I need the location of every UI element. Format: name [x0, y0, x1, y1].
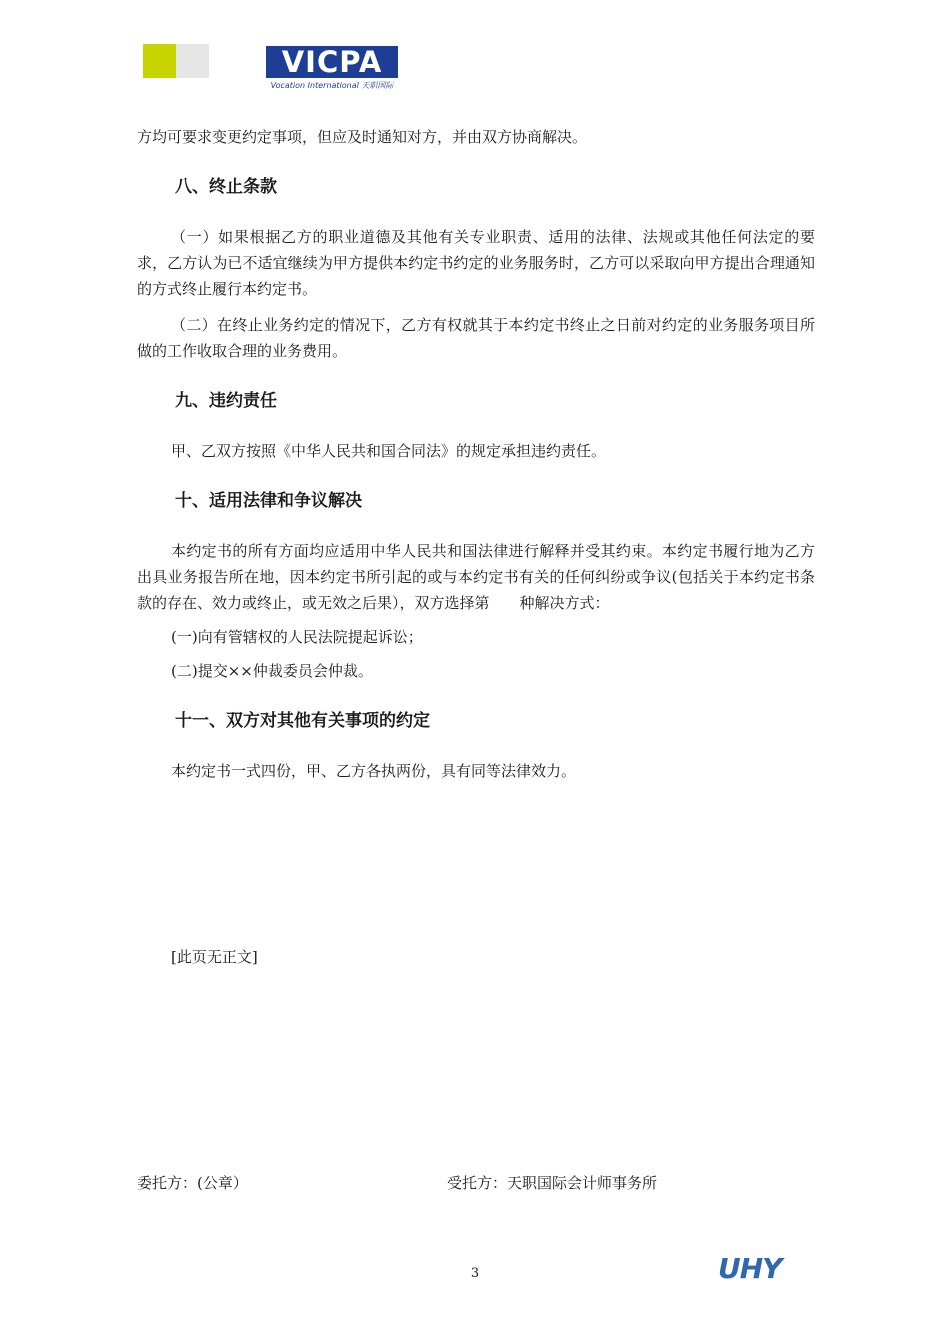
page-number: 3	[470, 1266, 480, 1281]
no-text-note: [此页无正文]	[171, 948, 258, 966]
contractor-signature-label: 受托方：天职国际会计师事务所	[447, 1174, 658, 1192]
uhy-logo: UHY	[718, 1252, 782, 1285]
section-9-paragraph-1: 甲、乙双方按照《中华人民共和国合同法》的规定承担违约责任。	[171, 442, 607, 460]
section-11-paragraph-1: 本约定书一式四份，甲、乙方各执两份，具有同等法律效力。	[171, 762, 577, 780]
lime-block	[143, 44, 176, 78]
vicpa-logo	[266, 46, 398, 92]
grey-block	[176, 44, 209, 78]
vicpa-logo-subtitle: Vocation International 天职国际	[270, 81, 394, 90]
decorative-color-blocks	[143, 44, 209, 78]
continuation-paragraph: 方均可要求变更约定事项，但应及时通知对方，并由双方协商解决。	[137, 128, 588, 146]
section-10-option-1: (一)向有管辖权的人民法院提起诉讼；	[171, 628, 423, 646]
section-8-paragraph-1: （一）如果根据乙方的职业道德及其他有关专业职责、适用的法律、法规或其他任何法定的要求，乙方认为已不适宜继续为甲方提供本约定书约定的业务服务时，乙方可以采取向甲方提出合理通知的方式终止履行本约定书。	[137, 228, 815, 298]
section-9-heading: 九、违约责任	[175, 391, 277, 411]
section-10-heading: 十、适用法律和争议解决	[175, 491, 362, 511]
vicpa-logo-mark: VICPA	[266, 46, 398, 78]
section-10-paragraph-1: 本约定书的所有方面均应适用中华人民共和国法律进行解释并受其约束。本约定书履行地为乙方出具业务报告所在地，因本约定书所引起的或与本约定书有关的任何纠纷或争议(包括关于本约定书条款的存在、效力或终止，或无效之后果），双方选择第 种解决方式：	[137, 542, 815, 612]
document-body	[137, 124, 815, 970]
section-8-paragraph-2: （二）在终止业务约定的情况下，乙方有权就其于本约定书终止之日前对约定的业务服务项目所做的工作收取合理的业务费用。	[137, 316, 815, 360]
section-10-option-2: (二)提交××仲裁委员会仲裁。	[171, 662, 373, 680]
section-11-heading: 十一、双方对其他有关事项的约定	[175, 711, 430, 731]
section-8-heading: 八、终止条款	[175, 177, 277, 197]
client-signature-label: 委托方：(公章）	[137, 1174, 248, 1192]
